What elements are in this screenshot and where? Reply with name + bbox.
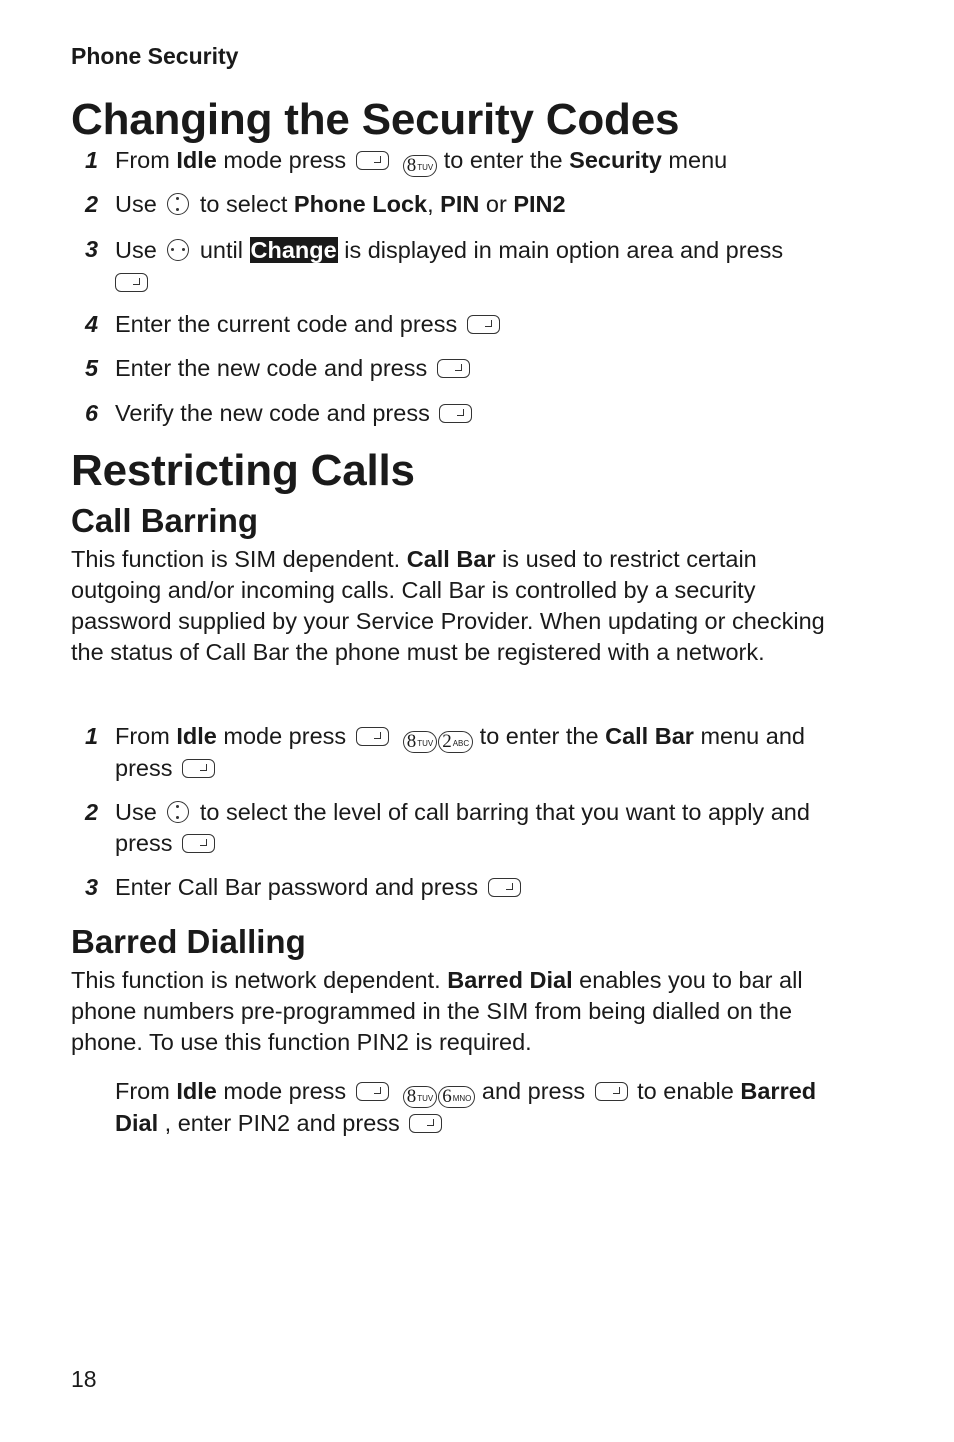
soft-key-icon	[356, 727, 389, 746]
soft-key-icon	[467, 315, 500, 334]
call-bar-step-1: 1 From Idle mode press 8TUV 2ABC to enter the Call Bar menu and press	[85, 723, 805, 781]
key-8-icon: 8TUV	[403, 731, 438, 753]
soft-key-icon	[356, 1082, 389, 1101]
heading-restricting-calls: Restricting Calls	[71, 446, 415, 495]
nav-left-right-icon	[167, 239, 189, 261]
security-step-5: 5 Enter the new code and press	[85, 353, 845, 384]
soft-key-icon	[409, 1114, 442, 1133]
soft-key-icon	[356, 151, 389, 170]
soft-key-icon	[439, 404, 472, 423]
barred-dialling-intro: This function is network dependent. Barred Dial enables you to bar all phone numbers pre-programmed in the SIM from being dialled on the phone. To use this function PIN2 is required.	[71, 967, 803, 1055]
security-step-1: 1 From Idle mode press 8TUV to enter the Security menu	[85, 147, 728, 176]
softkey-label-change: Change	[250, 237, 337, 263]
security-step-2: 2 Use to select Phone Lock, PIN or PIN2	[85, 191, 566, 217]
security-step-6: 6 Verify the new code and press	[85, 398, 845, 429]
nav-up-down-icon	[167, 801, 189, 823]
key-8-icon: 8TUV	[403, 155, 438, 177]
soft-key-icon	[115, 273, 148, 292]
nav-up-down-icon	[167, 193, 189, 215]
call-bar-step-3: 3 Enter Call Bar password and press	[85, 872, 845, 903]
call-bar-step-2: 2 Use to select the level of call barring that you want to apply and press	[85, 799, 810, 856]
heading-call-barring: Call Barring	[71, 502, 259, 539]
key-2-icon: 2ABC	[438, 731, 473, 753]
heading-changing-security-codes: Changing the Security Codes	[71, 95, 680, 144]
barred-dial-instruction: From Idle mode press 8TUV 6MNO and press to enable Barred Dial , enter PIN2 and press	[115, 1078, 817, 1136]
running-head: Phone Security	[71, 43, 239, 69]
soft-key-icon	[182, 834, 215, 853]
heading-barred-dialling: Barred Dialling	[71, 923, 306, 960]
key-6-icon: 6MNO	[438, 1086, 475, 1108]
security-step-3: 3 Use until Change is displayed in main option area and press	[85, 234, 845, 298]
page-number: 18	[71, 1366, 97, 1392]
soft-key-icon	[437, 359, 470, 378]
soft-key-icon	[488, 878, 521, 897]
soft-key-icon	[595, 1082, 628, 1101]
call-barring-intro: This function is SIM dependent. Call Bar is used to restrict certain outgoing and/or incoming calls. Call Bar is controlled by a security password supplied by your Service Provider. When updating or checking the status of Call Bar the phone must be registered with a network.	[71, 546, 825, 665]
key-8-icon: 8TUV	[403, 1086, 438, 1108]
security-step-4: 4 Enter the current code and press	[85, 309, 845, 340]
soft-key-icon	[182, 759, 215, 778]
